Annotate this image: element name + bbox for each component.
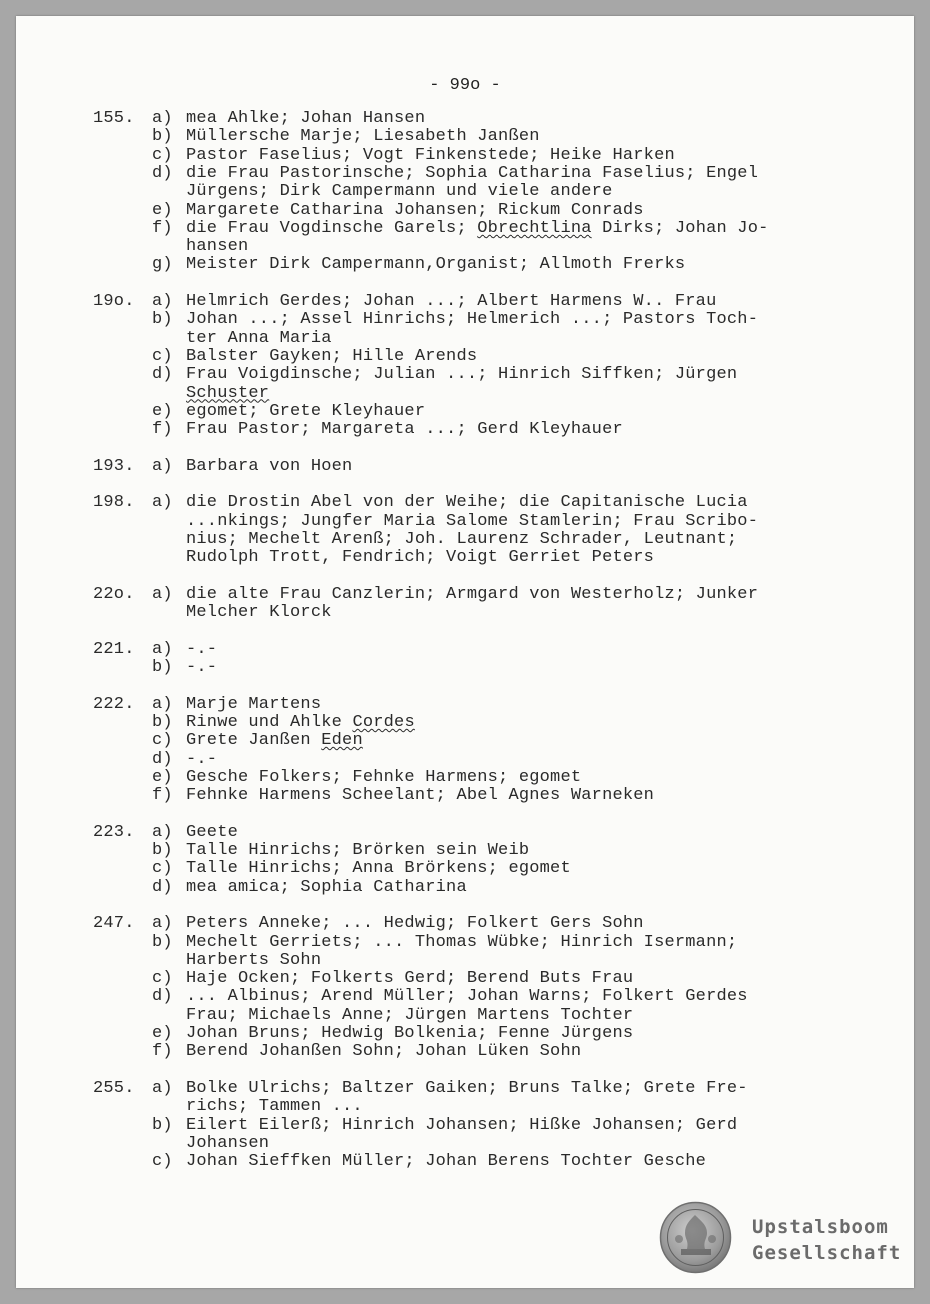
entry-number: 247. bbox=[93, 914, 135, 934]
text-segment: Talle Hinrichs; Anna Brörkens; egomet bbox=[186, 859, 571, 879]
item-label: c) bbox=[152, 969, 173, 989]
item-label: e) bbox=[152, 1024, 173, 1043]
society-name-line1: Upstalsboom bbox=[752, 1216, 889, 1238]
entry-number: 198. bbox=[93, 493, 135, 513]
item-label: c) bbox=[152, 1152, 173, 1172]
item-text-line bbox=[186, 915, 644, 933]
item-text-line bbox=[186, 1135, 269, 1153]
item-text-line bbox=[186, 1025, 633, 1043]
text-segment: Helmrich Gerdes; Johan ...; Albert Harmens W.. Frau bbox=[186, 292, 717, 311]
text-segment: die alte Frau Canzlerin; Armgard von Westerholz; Junker bbox=[186, 584, 759, 604]
text-segment: Johan ...; Assel Hinrichs; Helmerich ...; Pastors Toch- bbox=[186, 310, 759, 330]
item-text-line bbox=[186, 147, 675, 165]
text-segment: mea amica; Sophia Catharina bbox=[186, 877, 467, 897]
text-segment: Mechelt Gerriets; ... Thomas Wübke; Hinrich Isermann; bbox=[186, 932, 738, 952]
entry-number: 221. bbox=[93, 639, 135, 659]
entry-number: 222. bbox=[93, 694, 135, 714]
item-label: a) bbox=[152, 456, 173, 476]
text-segment: Johan Sieffken Müller; Johan Berens Tochter Gesche bbox=[186, 1152, 707, 1172]
text-segment: die Drostin Abel von der Weihe; die Capitanische Lucia bbox=[186, 493, 748, 513]
item-text-line bbox=[186, 879, 467, 897]
text-segment: die Frau Vogdinsche Garels; bbox=[186, 218, 478, 238]
text-segment: Johan Bruns; Hedwig Bolkenia; Fenne Jürgens bbox=[186, 1024, 634, 1043]
text-segment: Johansen bbox=[186, 1133, 270, 1153]
page-number: - 99o - bbox=[429, 76, 501, 95]
text-segment: Marje Martens bbox=[186, 694, 322, 714]
item-label: f) bbox=[152, 218, 173, 238]
text-segment: Harberts Sohn bbox=[186, 950, 322, 970]
item-text-line bbox=[186, 988, 748, 1006]
item-label: c) bbox=[152, 731, 173, 751]
text-segment: Jürgens; Dirk Campermann und viele andere bbox=[186, 182, 613, 202]
item-text-line bbox=[186, 1153, 706, 1171]
item-text-line bbox=[186, 1117, 737, 1135]
society-name-line2: Gesellschaft bbox=[752, 1242, 902, 1264]
item-label: b) bbox=[152, 658, 173, 677]
text-segment: Frau; Michaels Anne; Jürgen Martens Tochter bbox=[186, 1005, 634, 1025]
item-label: b) bbox=[152, 1115, 173, 1135]
item-text-line bbox=[186, 421, 623, 439]
item-label: a) bbox=[152, 694, 173, 714]
item-text-line bbox=[186, 824, 238, 842]
underlined-name: Schuster bbox=[186, 383, 270, 403]
item-text-line bbox=[186, 1080, 748, 1098]
document-page bbox=[16, 16, 914, 1288]
text-segment: Melcher Klorck bbox=[186, 603, 332, 623]
text-segment: Haje Ocken; Folkerts Gerd; Berend Buts Frau bbox=[186, 969, 634, 989]
item-label: b) bbox=[152, 310, 173, 330]
item-label: c) bbox=[152, 145, 173, 165]
text-segment: Berend Johanßen Sohn; Johan Lüken Sohn bbox=[186, 1042, 582, 1062]
item-label: d) bbox=[152, 987, 173, 1007]
text-segment: richs; Tammen ... bbox=[186, 1097, 363, 1117]
item-label: a) bbox=[152, 292, 173, 311]
item-text-line bbox=[186, 714, 415, 732]
item-text-line bbox=[186, 183, 612, 201]
item-text-line bbox=[186, 403, 425, 421]
entry-number: 19o. bbox=[93, 292, 135, 311]
entry-number: 155. bbox=[93, 109, 135, 128]
entry-number: 22o. bbox=[93, 584, 135, 604]
text-segment: Rinwe und Ahlke bbox=[186, 712, 353, 732]
underlined-name: Obrechtlina bbox=[477, 218, 592, 238]
item-text-line bbox=[186, 787, 654, 805]
item-label: b) bbox=[152, 127, 173, 147]
text-segment: Frau Pastor; Margareta ...; Gerd Kleyhauer bbox=[186, 420, 623, 440]
text-segment: egomet; Grete Kleyhauer bbox=[186, 401, 426, 421]
item-text-line bbox=[186, 256, 685, 274]
item-text-line bbox=[186, 1098, 363, 1116]
item-text-line bbox=[186, 952, 321, 970]
item-text-line bbox=[186, 293, 717, 311]
item-text-line bbox=[186, 330, 332, 348]
item-text-line bbox=[186, 513, 758, 531]
item-text-line bbox=[186, 586, 758, 604]
item-text-line bbox=[186, 751, 217, 769]
text-segment: Barbara von Hoen bbox=[186, 456, 353, 476]
item-label: f) bbox=[152, 1042, 173, 1062]
item-label: a) bbox=[152, 109, 173, 128]
underlined-name: Eden bbox=[321, 731, 363, 751]
item-label: g) bbox=[152, 255, 173, 275]
item-label: a) bbox=[152, 914, 173, 934]
item-label: b) bbox=[152, 841, 173, 860]
item-label: d) bbox=[152, 877, 173, 897]
text-segment: Margarete Catharina Johansen; Rickum Conrads bbox=[186, 200, 644, 220]
item-text-line bbox=[186, 860, 571, 878]
item-text-line bbox=[186, 769, 581, 787]
item-label: a) bbox=[152, 639, 173, 659]
text-segment: ter Anna Maria bbox=[186, 328, 332, 348]
text-segment: Pastor Faselius; Vogt Finkenstede; Heike Harken bbox=[186, 145, 675, 165]
item-text-line bbox=[186, 696, 321, 714]
item-label: f) bbox=[152, 420, 173, 440]
text-segment: Müllersche Marje; Liesabeth Janßen bbox=[186, 127, 540, 147]
item-text-line bbox=[186, 220, 769, 238]
text-segment: Grete Janßen bbox=[186, 731, 322, 751]
text-segment: ... Albinus; Arend Müller; Johan Warns; Folkert Gerdes bbox=[186, 987, 748, 1007]
text-segment: Meister Dirk Campermann,Organist; Allmoth Frerks bbox=[186, 255, 686, 275]
text-segment: Talle Hinrichs; Brörken sein Weib bbox=[186, 841, 530, 860]
text-segment: die Frau Pastorinsche; Sophia Catharina Faselius; Engel bbox=[186, 163, 759, 183]
item-label: c) bbox=[152, 346, 173, 366]
item-label: d) bbox=[152, 163, 173, 183]
item-text-line bbox=[186, 494, 748, 512]
entry-number: 255. bbox=[93, 1078, 135, 1098]
item-label: a) bbox=[152, 584, 173, 604]
entry-number: 223. bbox=[93, 822, 135, 842]
text-segment: Bolke Ulrichs; Baltzer Gaiken; Bruns Talke; Grete Fre- bbox=[186, 1078, 748, 1098]
item-label: e) bbox=[152, 767, 173, 787]
item-label: f) bbox=[152, 786, 173, 806]
item-text-line bbox=[186, 311, 758, 329]
item-text-line bbox=[186, 348, 477, 366]
text-segment: Rudolph Trott, Fendrich; Voigt Gerriet Peters bbox=[186, 548, 655, 568]
item-label: e) bbox=[152, 401, 173, 421]
text-segment: Dirks; Johan Jo- bbox=[591, 218, 769, 238]
text-segment: Fehnke Harmens Scheelant; Abel Agnes Warneken bbox=[186, 786, 655, 806]
item-text-line bbox=[186, 202, 644, 220]
item-label: b) bbox=[152, 712, 173, 732]
item-label: c) bbox=[152, 859, 173, 879]
text-segment: Gesche Folkers; Fehnke Harmens; egomet bbox=[186, 767, 582, 787]
item-text-line bbox=[186, 110, 425, 128]
entry-number: 193. bbox=[93, 456, 135, 476]
item-text-line bbox=[186, 1007, 633, 1025]
item-text-line bbox=[186, 128, 540, 146]
text-segment: Frau Voigdinsche; Julian ...; Hinrich Siffken; Jürgen bbox=[186, 365, 738, 385]
item-label: e) bbox=[152, 200, 173, 220]
item-text-line bbox=[186, 531, 737, 549]
item-label: d) bbox=[152, 749, 173, 769]
text-segment: hansen bbox=[186, 237, 249, 257]
text-segment: Eilert Eilerß; Hinrich Johansen; Hißke Johansen; Gerd bbox=[186, 1115, 738, 1135]
text-segment: Geete bbox=[186, 822, 239, 842]
text-segment: -.- bbox=[186, 749, 218, 769]
item-text-line bbox=[186, 604, 332, 622]
item-text-line bbox=[186, 732, 363, 750]
item-text-line bbox=[186, 641, 217, 659]
text-segment: Balster Gayken; Hille Arends bbox=[186, 346, 478, 366]
item-text-line bbox=[186, 385, 269, 403]
item-label: a) bbox=[152, 822, 173, 842]
item-text-line bbox=[186, 934, 737, 952]
text-segment: ...nkings; Jungfer Maria Salome Stamlerin; Frau Scribo- bbox=[186, 511, 759, 531]
item-label: d) bbox=[152, 365, 173, 385]
item-text-line bbox=[186, 842, 529, 860]
item-text-line bbox=[186, 1043, 581, 1061]
item-text-line bbox=[186, 238, 248, 256]
item-text-line bbox=[186, 366, 737, 384]
item-text-line bbox=[186, 659, 217, 677]
text-segment: nius; Mechelt Arenß; Joh. Laurenz Schrader, Leutnant; bbox=[186, 529, 738, 549]
item-label: b) bbox=[152, 932, 173, 952]
text-segment: mea Ahlke; Johan Hansen bbox=[186, 109, 426, 128]
text-segment: -.- bbox=[186, 658, 218, 677]
text-segment: Peters Anneke; ... Hedwig; Folkert Gers Sohn bbox=[186, 914, 644, 934]
item-text-line bbox=[186, 165, 758, 183]
item-text-line bbox=[186, 549, 654, 567]
underlined-name: Cordes bbox=[352, 712, 415, 732]
seal-icon bbox=[659, 1201, 732, 1274]
item-text-line bbox=[186, 458, 352, 476]
item-text-line bbox=[186, 970, 633, 988]
item-label: a) bbox=[152, 493, 173, 513]
item-label: a) bbox=[152, 1078, 173, 1098]
text-segment: -.- bbox=[186, 639, 218, 659]
